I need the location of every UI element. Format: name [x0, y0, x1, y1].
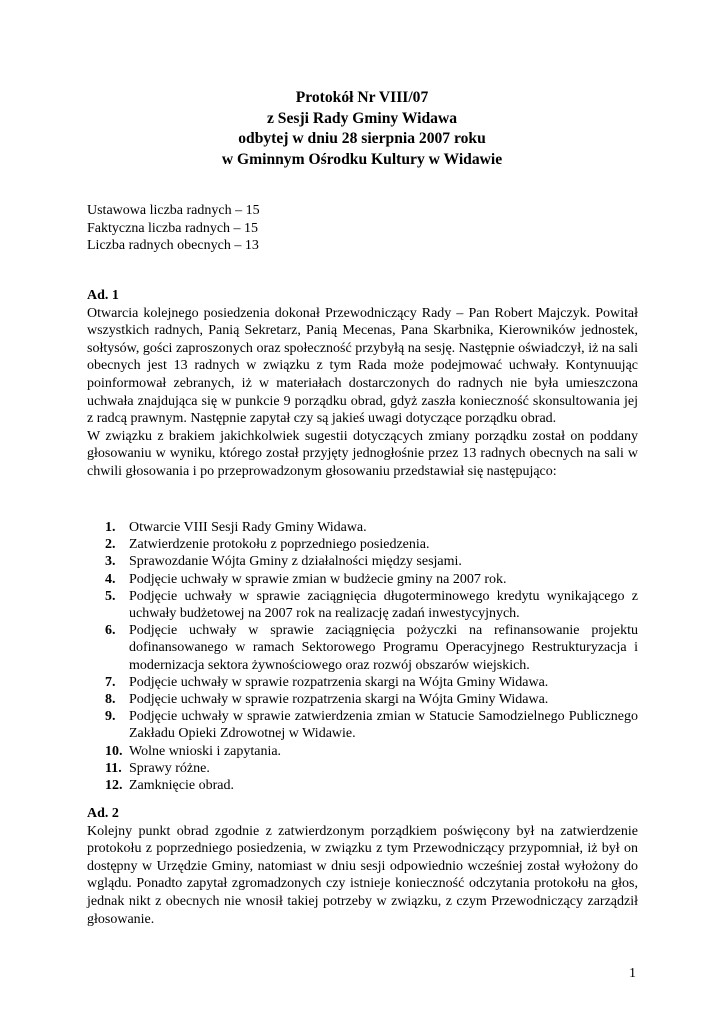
agenda-list: [87, 519, 638, 794]
agenda-item: [87, 519, 638, 536]
agenda-item: [87, 571, 638, 588]
agenda-number: 5.: [105, 588, 116, 604]
agenda-text: Zamknięcie obrad.: [129, 778, 234, 794]
agenda-number: 8.: [105, 692, 116, 708]
stat-present-count: Liczba radnych obecnych – 13: [87, 238, 259, 253]
agenda-item: [87, 760, 638, 777]
section-heading: Ad. 1: [87, 288, 119, 303]
title-line-3: odbytej w dniu 28 sierpnia 2007 roku: [238, 130, 486, 147]
agenda-text: Podjęcie uchwały w sprawie zaciągnięcia długoterminowego kredytu wynikającego z uchwały budżetowej na 2007 rok na realizację zadań inwestycyjnych.: [129, 588, 638, 622]
page-number: 1: [629, 966, 636, 981]
agenda-number: 11.: [105, 760, 122, 776]
section-paragraph: W związku z brakiem jakichkolwiek sugestii dotyczących zmiany porządku został on poddany głosowaniu w wyniku, którego został przyjęty jednogłośnie przez 13 radnych obecnych na sali w chwili głosowania i po przeprowadzonym głosowaniu przedstawiał się następująco:: [87, 428, 638, 479]
agenda-item: [87, 691, 638, 708]
agenda-text: Zatwierdzenie protokołu z poprzedniego posiedzenia.: [129, 537, 430, 553]
agenda-number: 1.: [105, 520, 116, 535]
document-title: [0, 88, 724, 170]
agenda-text: Otwarcie VIII Sesji Rady Gminy Widawa.: [129, 520, 367, 535]
agenda-item: [87, 743, 638, 760]
agenda-number: 6.: [105, 623, 116, 639]
agenda-text: Sprawozdanie Wójta Gminy z działalności między sesjami.: [129, 554, 462, 570]
agenda-item: [87, 536, 638, 553]
agenda-text: Podjęcie uchwały w sprawie zmian w budżecie gminy na 2007 rok.: [129, 571, 507, 587]
agenda-number: 12.: [105, 778, 123, 794]
title-line-1: Protokół Nr VIII/07: [295, 89, 429, 106]
section-paragraph: Otwarcia kolejnego posiedzenia dokonał Przewodniczący Rady – Pan Robert Majczyk. Powitał wszystkich radnych, Panią Sekretarz, Panią Mecenas, Pana Skarbnika, Kierowników jednostek, sołtysów, gości zaproszonych oraz społeczność przybyłą na sesję. Następnie oświadczył, iż na sali obecnych jest 13 radnych w związku z tym Rada może podejmować uchwały. Kontynuując poinformował zebranych, iż w materiałach dostarczonych do radnych nie była umieszczona uchwała znajdująca się w punkcie 9 porządku obrad, gdyż zaszła konieczność skonsultowania jej z radcą prawnym. Następnie zapytał czy są jakieś uwagi dotyczące porządku obrad.: [87, 305, 638, 427]
section-heading: Ad. 2: [87, 806, 119, 821]
agenda-text: Wolne wnioski i zapytania.: [129, 743, 282, 759]
agenda-text: Podjęcie uchwały w sprawie zaciągnięcia pożyczki na refinansowanie projektu dofinansowanego w ramach Sektorowego Programu Operacyjnego Restrukturyzacja i modernizacja sektora żywnościowego oraz rozwój obszarów wiejskich.: [129, 623, 638, 673]
agenda-item: [87, 553, 638, 570]
agenda-text: Sprawy różne.: [129, 760, 210, 776]
title-line-4: w Gminnym Ośrodku Kultury w Widawie: [221, 150, 503, 168]
agenda-item: [87, 777, 638, 794]
agenda-number: 2.: [105, 537, 116, 553]
agenda-item: [87, 622, 638, 674]
section-ad1: [87, 287, 638, 481]
agenda-text: Podjęcie uchwały w sprawie rozpatrzenia skargi na Wójta Gminy Widawa.: [129, 692, 549, 708]
agenda-text: Podjęcie uchwały w sprawie zatwierdzenia zmian w Statucie Samodzielnego Publicznego Zakładu Opieki Zdrowotnej w Widawie.: [129, 709, 638, 742]
agenda-number: 4.: [105, 571, 116, 587]
agenda-number: 3.: [105, 554, 116, 570]
stat-actual-count: Faktyczna liczba radnych – 15: [87, 220, 259, 236]
agenda-item: [87, 588, 638, 622]
agenda-text: Podjęcie uchwały w sprawie rozpatrzenia skargi na Wójta Gminy Widawa.: [129, 674, 549, 690]
section-paragraph: Kolejny punkt obrad zgodnie z zatwierdzonym porządkiem poświęcony był na zatwierdzenie protokołu z poprzedniego posiedzenia, w związku z tym Przewodniczący przypomniał, iż był on dostępny w Urzędzie Gminy, natomiast w dniu sesji odpowiednio wcześniej został wyłożony do wglądu. Ponadto zapytał zgromadzonych czy istnieje konieczność odczytania protokołu na głos, jednak nikt z obecnych nie wnosił takiej potrzeby w związku, z czym Przewodniczący zarządził głosowanie.: [87, 823, 638, 927]
agenda-item: [87, 674, 638, 691]
section-ad2: [87, 805, 638, 928]
title-line-2: z Sesji Rady Gminy Widawa: [266, 109, 458, 127]
agenda-number: 9.: [105, 709, 116, 725]
agenda-number: 10.: [105, 743, 123, 759]
attendance-stats: [87, 202, 260, 255]
agenda-item: [87, 708, 638, 742]
stat-statutory-count: Ustawowa liczba radnych – 15: [87, 203, 260, 218]
agenda-number: 7.: [105, 674, 116, 690]
